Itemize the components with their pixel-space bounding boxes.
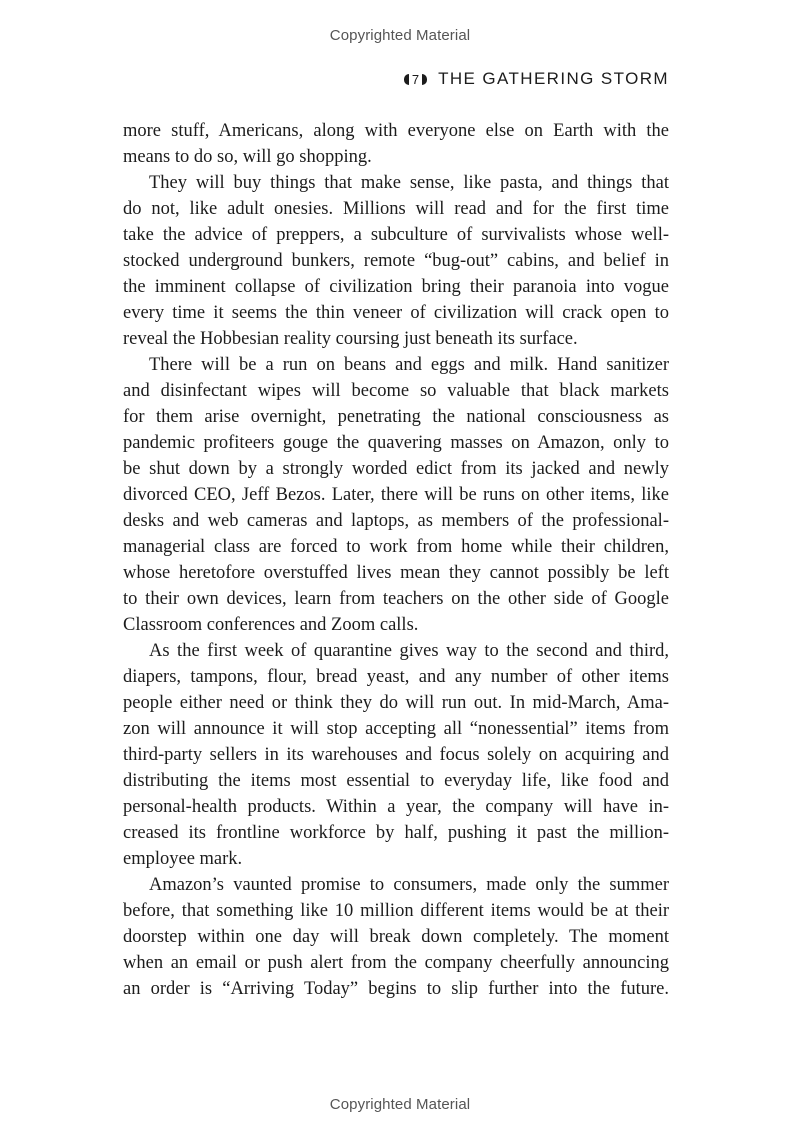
text-line: Amazon’s vaunted promise to consumers, made only the summer xyxy=(149,875,669,895)
text-line: desks and web cameras and laptops, as members of the professional- xyxy=(123,511,669,531)
text-line: employee mark. xyxy=(123,849,243,869)
paragraph xyxy=(123,872,669,1002)
text-line: doorstep within one day will break down completely. The moment xyxy=(123,927,669,947)
text-line: people either need or think they do will run out. In mid-March, Ama- xyxy=(123,693,669,713)
text-line: and disinfectant wipes will become so valuable that black markets xyxy=(123,381,669,401)
text-line: personal-health products. Within a year, the company will have in- xyxy=(123,797,669,817)
text-line: zon will announce it will stop accepting all “nonessential” items from xyxy=(123,719,669,739)
paragraph xyxy=(123,118,669,170)
text-line: when an email or push alert from the company cheerfully announcing xyxy=(123,953,669,973)
text-line: do not, like adult onesies. Millions will read and for the first time xyxy=(123,199,669,219)
paragraph xyxy=(123,352,669,638)
text-line: to their own devices, learn from teachers on the other side of Google xyxy=(123,589,669,609)
text-line: divorced CEO, Jeff Bezos. Later, there will be runs on other items, like xyxy=(123,485,669,505)
paragraph xyxy=(123,170,669,352)
text-line: the imminent collapse of civilization bring their paranoia into vogue xyxy=(123,277,669,297)
copyright-watermark-top: Copyrighted Material xyxy=(329,27,471,44)
text-line: Classroom conferences and Zoom calls. xyxy=(123,615,419,635)
text-line: more stuff, Americans, along with everyone else on Earth with the xyxy=(123,121,669,141)
text-line: managerial class are forced to work from home while their children, xyxy=(123,537,669,557)
text-line: an order is “Arriving Today” begins to slip further into the future. xyxy=(123,979,669,999)
text-line: They will buy things that make sense, like pasta, and things that xyxy=(149,173,669,193)
text-line: creased its frontline workforce by half, pushing it past the million- xyxy=(123,823,669,843)
text-line: take the advice of preppers, a subculture of survivalists whose well- xyxy=(123,225,669,245)
running-header xyxy=(404,69,669,89)
text-line: whose heretofore overstuffed lives mean they cannot possibly be left xyxy=(123,563,669,583)
text-line: before, that something like 10 million different items would be at their xyxy=(123,901,669,921)
text-line: means to do so, will go shopping. xyxy=(123,147,372,167)
page-number: 7 xyxy=(411,71,420,87)
text-line: pandemic profiteers gouge the quavering masses on Amazon, only to xyxy=(123,433,669,453)
text-line: for them arise overnight, penetrating the national consciousness as xyxy=(123,407,669,427)
text-line: distributing the items most essential to everyday life, like food and xyxy=(123,771,669,791)
paragraph xyxy=(123,638,669,872)
body-text xyxy=(123,118,669,1002)
text-line: be shut down by a strongly worded edict from its jacked and newly xyxy=(123,459,669,479)
text-line: every time it seems the thin veneer of civilization will crack open to xyxy=(123,303,669,323)
copyright-watermark-bottom: Copyrighted Material xyxy=(329,1096,471,1113)
text-line: third-party sellers in its warehouses and focus solely on acquiring and xyxy=(123,745,669,765)
folio-right-bracket-icon xyxy=(422,74,427,85)
text-line: As the first week of quarantine gives way to the second and third, xyxy=(149,641,669,661)
text-line: stocked underground bunkers, remote “bug-out” cabins, and belief in xyxy=(123,251,669,271)
running-title: THE GATHERING STORM xyxy=(438,69,669,88)
folio-left-bracket-icon xyxy=(404,74,409,85)
page-number-folio xyxy=(404,72,427,87)
text-line: There will be a run on beans and eggs and milk. Hand sanitizer xyxy=(149,355,669,375)
text-line: reveal the Hobbesian reality coursing just beneath its surface. xyxy=(123,329,578,349)
text-line: diapers, tampons, flour, bread yeast, and any number of other items xyxy=(123,667,669,687)
